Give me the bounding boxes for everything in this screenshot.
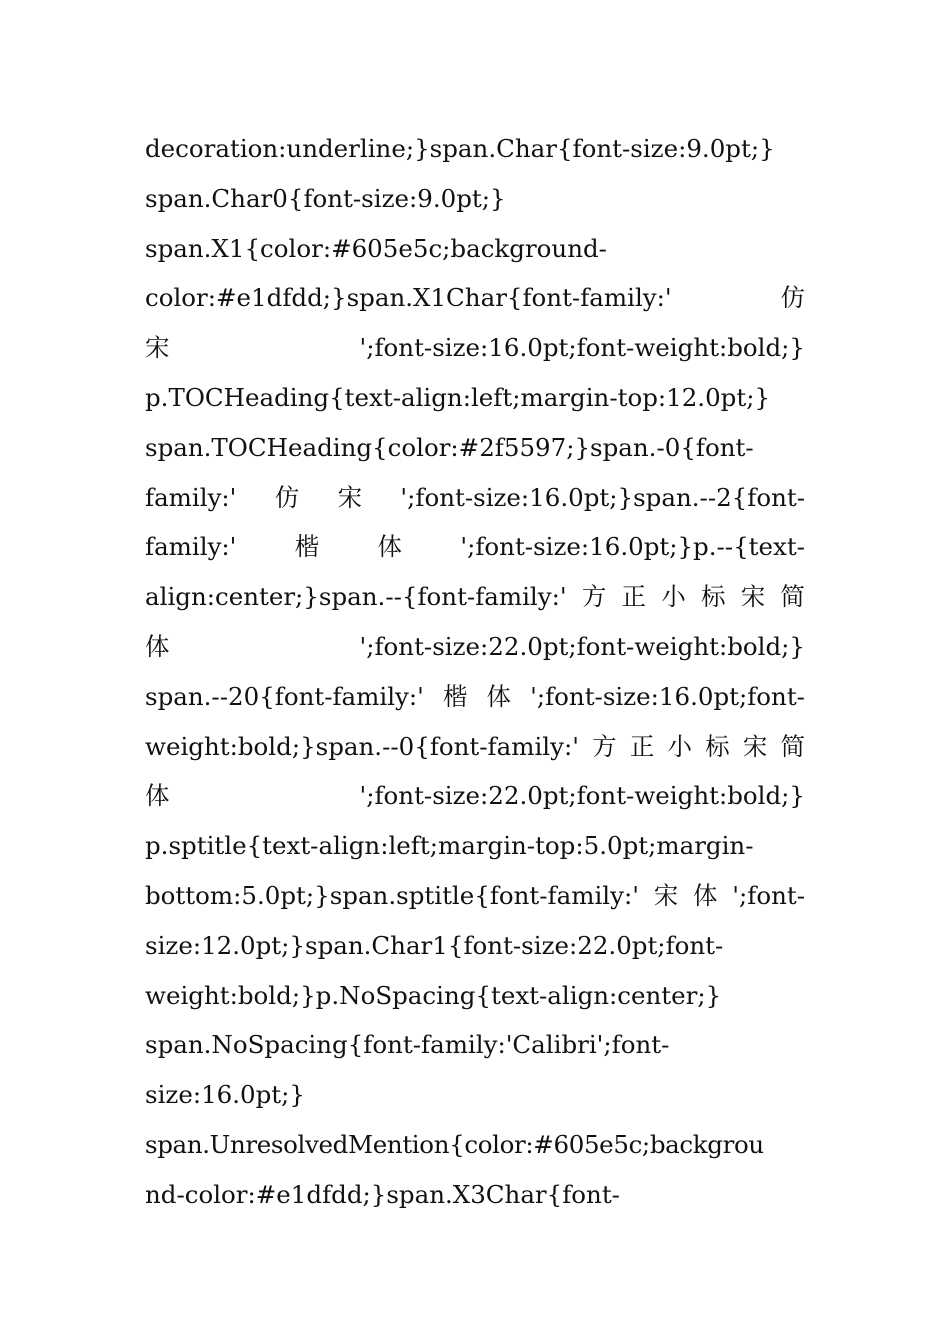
line-text: decoration:underline;}span.Char{font-size:9.0pt;} xyxy=(145,134,775,163)
line-segment: weight:bold;}span.--0{font-family:' xyxy=(145,731,579,761)
text-line xyxy=(145,1120,805,1170)
line-segment: 宋 xyxy=(337,482,363,512)
line-segment: 简 xyxy=(780,582,805,612)
text-line xyxy=(145,423,805,473)
line-segment: 宋 xyxy=(740,582,766,612)
line-segment: align:center;}span.--{font-family:' xyxy=(145,582,567,612)
line-segment: 体 xyxy=(145,631,170,661)
document-body xyxy=(145,124,805,1220)
text-line xyxy=(145,871,805,921)
line-segment: 宋 xyxy=(653,880,679,910)
line-segment: 宋 xyxy=(742,731,768,761)
text-line xyxy=(145,921,805,971)
line-segment: ';font-size:16.0pt;}p.--{text- xyxy=(460,532,805,562)
line-segment: 楷 xyxy=(294,532,320,562)
text-line xyxy=(145,572,805,622)
line-segment: family:' xyxy=(145,482,237,512)
text-line xyxy=(145,771,805,821)
text-line xyxy=(145,1170,805,1220)
line-segment: 仿 xyxy=(780,283,805,313)
line-segment: ';font-size:22.0pt;font-weight:bold;} xyxy=(359,781,805,811)
line-segment: ';font-size:22.0pt;font-weight:bold;} xyxy=(359,631,805,661)
line-segment: ';font-size:16.0pt;font- xyxy=(530,681,805,711)
line-segment: bottom:5.0pt;}span.sptitle{font-family:' xyxy=(145,880,639,910)
line-segment: 宋 xyxy=(145,333,170,363)
line-text: span.X1{color:#605e5c;background- xyxy=(145,233,607,263)
line-segment: 标 xyxy=(705,731,730,761)
line-segment: 小 xyxy=(667,731,692,761)
line-segment: family:' xyxy=(145,532,237,562)
line-text: weight:bold;}p.NoSpacing{text-align:center;} xyxy=(145,980,722,1010)
text-line xyxy=(145,174,805,224)
line-segment: 仿 xyxy=(274,482,300,512)
line-segment: ';font-size:16.0pt;}span.--2{font- xyxy=(400,482,805,512)
text-line xyxy=(145,373,805,423)
line-segment: 体 xyxy=(693,880,718,910)
line-text: span.TOCHeading{color:#2f5597;}span.-0{font- xyxy=(145,432,754,462)
text-line xyxy=(145,1070,805,1120)
text-line xyxy=(145,323,805,373)
line-text: span.UnresolvedMention{color:#605e5c;backgrou xyxy=(145,1129,764,1159)
text-line xyxy=(145,622,805,672)
line-segment: 小 xyxy=(661,582,686,612)
line-segment: 楷 xyxy=(442,681,468,711)
line-segment: ';font- xyxy=(732,880,805,910)
text-line xyxy=(145,124,805,174)
line-segment: color:#e1dfdd;}span.X1Char{font-family:' xyxy=(145,283,672,313)
line-segment: 标 xyxy=(700,582,726,612)
line-text: size:12.0pt;}span.Char1{font-size:22.0pt;font- xyxy=(145,930,724,960)
text-line xyxy=(145,473,805,523)
line-text: span.NoSpacing{font-family:'Calibri';font- xyxy=(145,1030,670,1060)
line-segment: 体 xyxy=(486,681,512,711)
line-text: p.TOCHeading{text-align:left;margin-top:12.0pt;} xyxy=(145,382,771,412)
line-text: size:16.0pt;} xyxy=(145,1080,305,1110)
line-segment: span.--20{font-family:' xyxy=(145,681,424,711)
text-line xyxy=(145,1020,805,1070)
text-line xyxy=(145,722,805,772)
line-segment: 方 xyxy=(581,582,607,612)
line-text: nd-color:#e1dfdd;}span.X3Char{font- xyxy=(145,1179,620,1209)
line-segment: 正 xyxy=(621,582,647,612)
text-line xyxy=(145,273,805,323)
text-line xyxy=(145,971,805,1021)
text-line xyxy=(145,224,805,274)
line-segment: 方 xyxy=(592,731,617,761)
line-segment: 体 xyxy=(377,532,403,562)
text-line xyxy=(145,821,805,871)
line-segment: 正 xyxy=(629,731,655,761)
line-segment: ';font-size:16.0pt;font-weight:bold;} xyxy=(359,333,805,363)
text-line xyxy=(145,672,805,722)
line-segment: 体 xyxy=(145,781,170,811)
line-segment: 简 xyxy=(780,731,805,761)
text-line xyxy=(145,522,805,572)
line-text: span.Char0{font-size:9.0pt;} xyxy=(145,183,506,213)
line-text: p.sptitle{text-align:left;margin-top:5.0pt;margin- xyxy=(145,831,754,861)
